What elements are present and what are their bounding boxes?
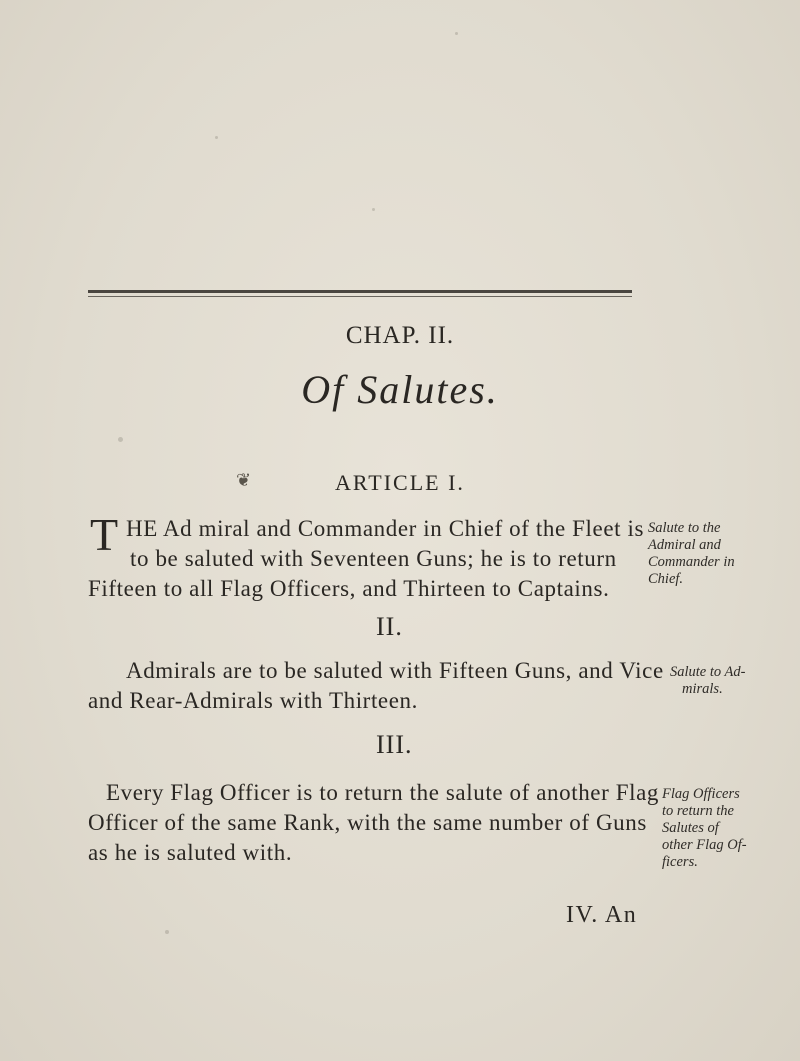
header-rule [88, 290, 632, 300]
margin-note-line: Flag Officers [662, 786, 740, 802]
foxing-spot [215, 136, 218, 139]
foxing-spot [455, 32, 458, 35]
article3-line3: as he is saluted with. [88, 840, 293, 865]
drop-cap: T [90, 509, 119, 560]
chapter-heading: CHAP. II. [345, 322, 455, 349]
margin-note-line: to return the [662, 803, 734, 819]
foxing-spot [165, 930, 169, 934]
chapter-title: Of Salutes. [301, 367, 499, 412]
foxing-spot [118, 437, 123, 442]
article1-line2: to be saluted with Seventeen Guns; he is to return [130, 546, 617, 571]
article3-line1: Every Flag Officer is to return the salute of another Flag [106, 780, 659, 805]
margin-note-line: mirals. [682, 681, 723, 697]
fleuron-icon: ❦ [236, 470, 252, 491]
catchword: IV. An [566, 902, 638, 928]
margin-note-line: Salutes of [662, 820, 719, 836]
margin-note-line: Admiral and [648, 537, 721, 553]
article2-line2: and Rear-Admirals with Thirteen. [88, 688, 419, 713]
article-heading: ARTICLE I. [335, 470, 465, 495]
article3-line2: Officer of the same Rank, with the same number of Guns [88, 810, 647, 835]
margin-note-line: Salute to Ad- [670, 664, 746, 680]
margin-note-line: Commander in [648, 554, 735, 570]
margin-note-article2 [670, 664, 745, 698]
margin-note-article3 [662, 786, 747, 871]
margin-note-article1 [648, 520, 735, 588]
article2-line1: Admirals are to be saluted with Fifteen Guns, and Vice [126, 658, 664, 683]
article3-number: III. [376, 730, 413, 759]
foxing-spot [372, 208, 375, 211]
margin-note-line: Salute to the [648, 520, 721, 536]
margin-note-line: Chief. [648, 571, 684, 587]
margin-note-line: ficers. [662, 854, 698, 870]
margin-note-line: other Flag Of- [662, 837, 747, 853]
article1-line1: HE Ad miral and Commander in Chief of the Fleet is [126, 516, 645, 541]
article2-number: II. [376, 612, 403, 641]
article1-line3: Fifteen to all Flag Officers, and Thirteen to Captains. [88, 576, 610, 601]
